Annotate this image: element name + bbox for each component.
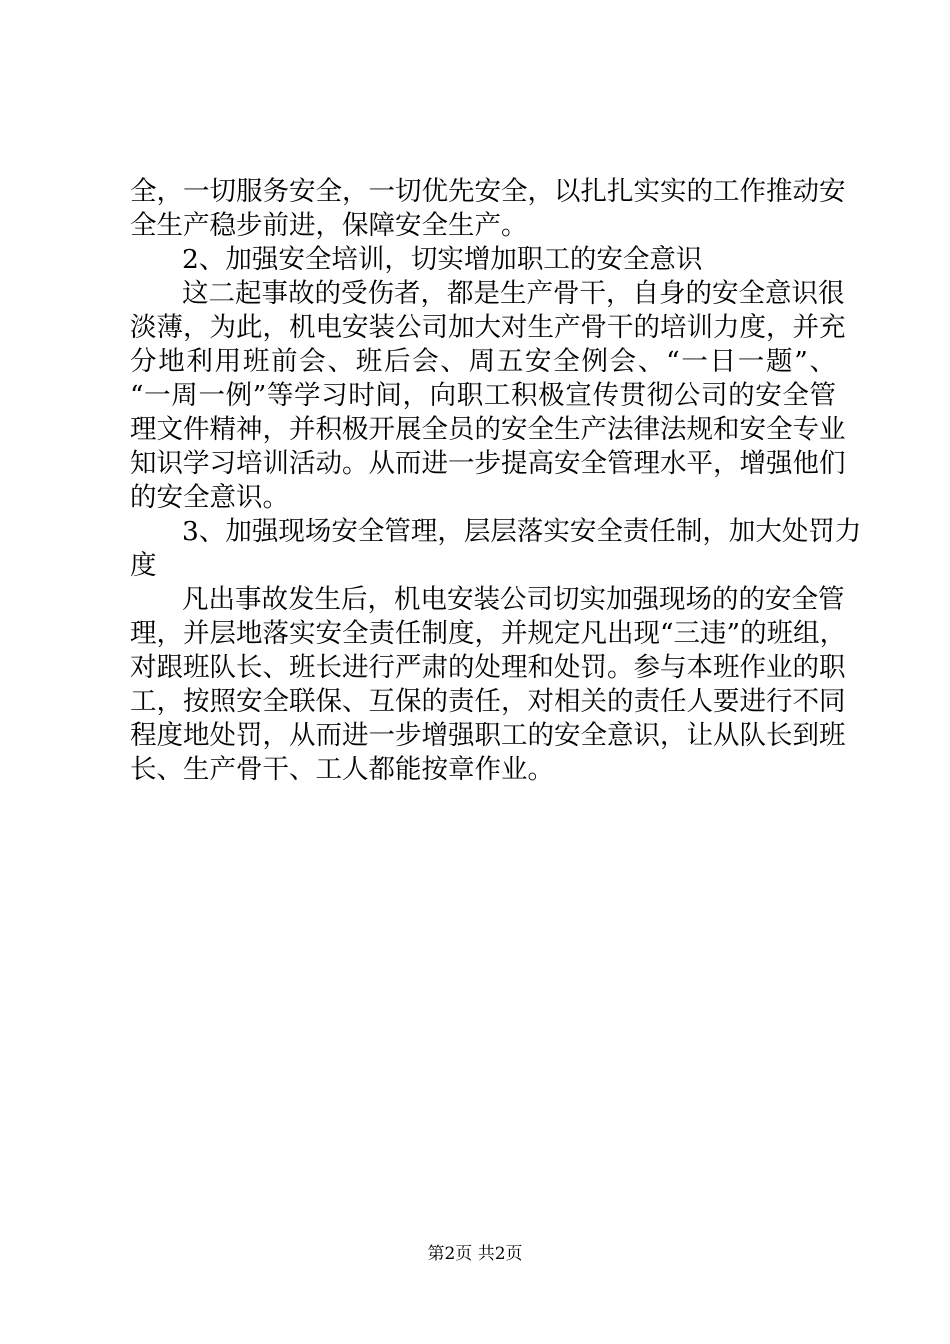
text-line-10: 的安全意识。 bbox=[130, 482, 289, 513]
text-line-2: 全生产稳步前进，保障安全生产。 bbox=[130, 210, 528, 241]
page-number-footer: 第2页 共2页 bbox=[427, 1244, 523, 1264]
text-line-18: 长、生产骨干、工人都能按章作业。 bbox=[130, 754, 554, 785]
text-line-8: 理文件精神，并积极开展全员的安全生产法律法规和安全专业 bbox=[130, 414, 846, 445]
text-line-13: 凡出事故发生后，机电安装公司切实加强现场的的安全管 bbox=[182, 584, 845, 615]
text-line-15: 对跟班队长、班长进行严肃的处理和处罚。参与本班作业的职 bbox=[130, 652, 846, 683]
section-heading-2: 2、加强安全培训，切实增加职工的安全意识 bbox=[182, 244, 703, 275]
text-line-4: 这二起事故的受伤者，都是生产骨干，自身的安全意识很 bbox=[182, 278, 845, 309]
text-line-5: 淡薄，为此，机电安装公司加大对生产骨干的培训力度，并充 bbox=[130, 312, 846, 343]
text-line-6: 分地利用班前会、班后会、周五安全例会、“一日一题”、 bbox=[130, 346, 836, 377]
text-line-17: 程度地处罚，从而进一步增强职工的安全意识，让从队长到班 bbox=[130, 720, 846, 751]
text-line-16: 工，按照安全联保、互保的责任，对相关的责任人要进行不同 bbox=[130, 686, 846, 717]
text-line-12: 度 bbox=[130, 550, 157, 581]
text-line-14: 理，并层地落实安全责任制度，并规定凡出现“三违”的班组， bbox=[130, 618, 847, 649]
text-line-7: “一周一例”等学习时间，向职工积极宣传贯彻公司的安全管 bbox=[130, 380, 836, 411]
section-heading-3: 3、加强现场安全管理，层层落实安全责任制，加大处罚力 bbox=[182, 516, 862, 547]
text-line-1: 全，一切服务安全，一切优先安全，以扎扎实实的工作推动安 bbox=[130, 176, 846, 207]
text-line-9: 知识学习培训活动。从而进一步提高安全管理水平，增强他们 bbox=[130, 448, 846, 479]
